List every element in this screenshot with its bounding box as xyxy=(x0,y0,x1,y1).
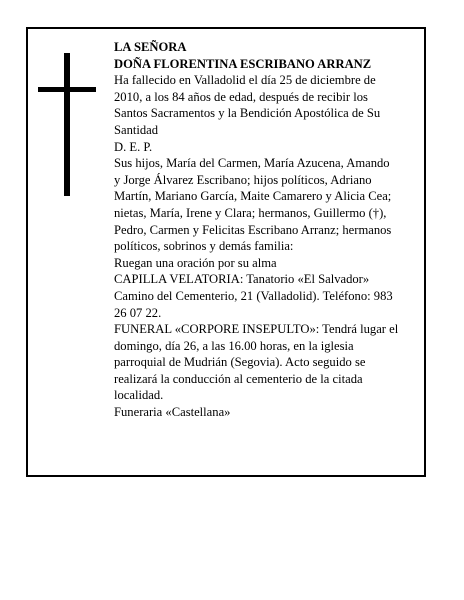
prayer-request-line: Ruegan una oración por su alma xyxy=(114,255,277,270)
family-line: Martín, Mariano García, Maite Camarero y Alicia Cea; xyxy=(114,189,392,204)
chapel-line: Camino del Cementerio, 21 (Valladolid). Teléfono: 983 xyxy=(114,288,393,303)
heading-title: LA SEÑORA xyxy=(114,40,187,54)
deceased-name: DOÑA FLORENTINA ESCRIBANO ARRANZ xyxy=(114,56,372,71)
chapel-line: CAPILLA VELATORIA: Tanatorio «El Salvador» xyxy=(114,272,370,287)
cross-horizontal-bar xyxy=(38,87,96,92)
death-announcement-line: Santidad xyxy=(114,122,159,137)
funeral-line: FUNERAL «CORPORE INSEPULTO»: Tendrá lugar el xyxy=(114,322,399,337)
cross-vertical-bar xyxy=(64,53,70,196)
rip-line: D. E. P. xyxy=(114,139,153,154)
family-line: Pedro, Carmen y Felicitas Escribano Arranz; hermanos xyxy=(114,222,392,237)
funeral-home-line: Funeraria «Castellana» xyxy=(114,405,231,420)
funeral-line: localidad. xyxy=(114,388,164,403)
obituary-text xyxy=(114,39,426,421)
family-line: y Jorge Álvarez Escribano; hijos políticos, Adriano xyxy=(114,172,372,187)
death-announcement-line: Ha fallecido en Valladolid el día 25 de diciembre de xyxy=(114,73,376,88)
funeral-line: parroquial de Mudrián (Segovia). Acto seguido se xyxy=(114,355,366,370)
family-line: nietas, María, Irene y Clara; hermanos, Guillermo (†), xyxy=(114,205,387,220)
funeral-line: realizará la conducción al cementerio de la citada xyxy=(114,371,363,386)
death-announcement-line: Santos Sacramentos y la Bendición Apostólica de Su xyxy=(114,106,381,121)
funeral-line: domingo, día 26, a las 16.00 horas, en la iglesia xyxy=(114,338,354,353)
chapel-line: 26 07 22. xyxy=(114,305,162,320)
cross-icon xyxy=(38,53,98,198)
family-line: políticos, sobrinos y demás familia: xyxy=(114,239,294,254)
death-announcement-line: 2010, a los 84 años de edad, después de recibir los xyxy=(114,89,368,104)
family-line: Sus hijos, María del Carmen, María Azucena, Amando xyxy=(114,156,390,171)
